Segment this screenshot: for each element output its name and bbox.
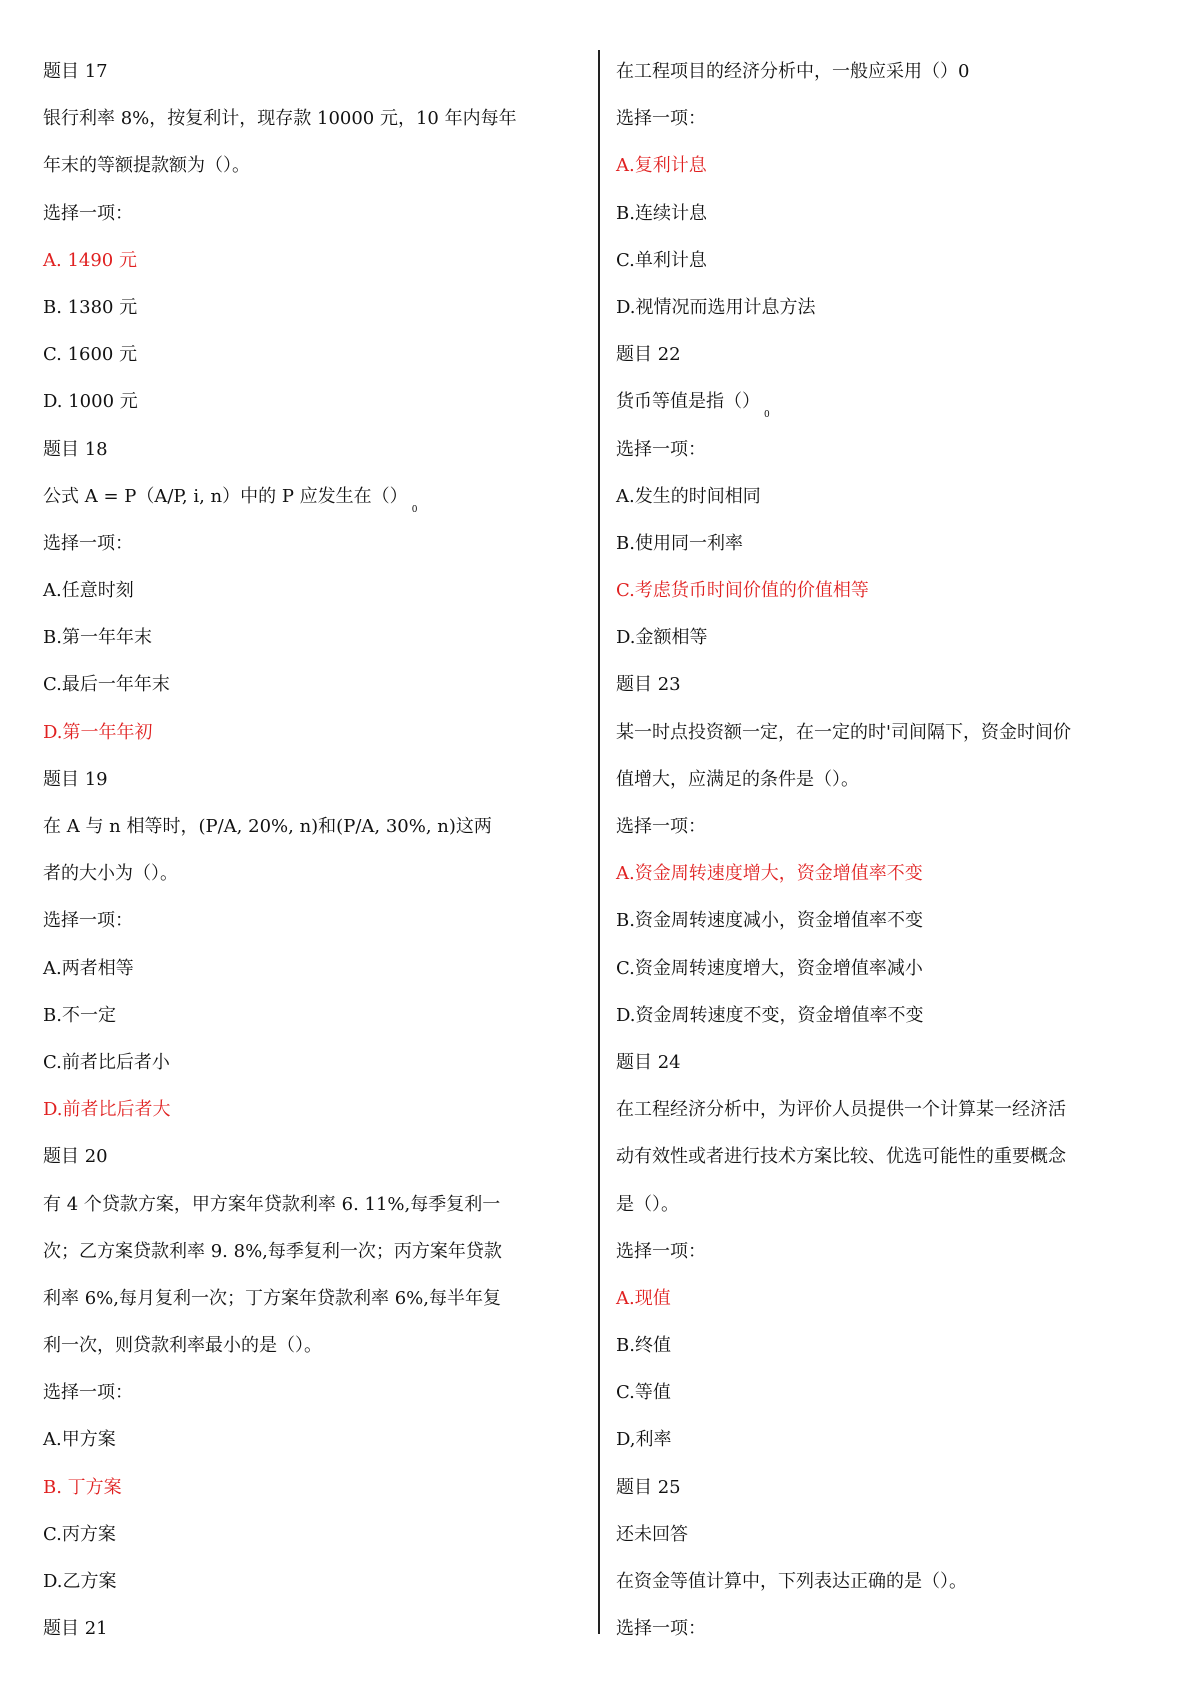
line-text: 是（）。 <box>616 1193 679 1215</box>
question-number <box>43 1605 583 1652</box>
line-text: 公式 A = P（A/P, i, n）中的 P 应发生在（） <box>43 485 408 507</box>
question-number <box>616 661 1136 708</box>
question-text <box>616 756 1136 803</box>
line-text: D.第一年年初 <box>43 721 153 743</box>
question-text <box>43 95 583 142</box>
question-number <box>616 1039 1136 1086</box>
answer-option <box>616 897 1136 944</box>
answer-option <box>43 331 583 378</box>
line-text: 利率 6%,每月复利一次；丁方案年贷款利率 6%,每半年复 <box>43 1287 501 1309</box>
answer-status <box>616 1511 1136 1558</box>
line-text: 货币等值是指（） <box>616 391 760 413</box>
line-text: C.单利计息 <box>616 249 707 271</box>
answer-option-correct <box>616 850 1136 897</box>
answer-option <box>43 992 583 1039</box>
answer-option-correct <box>616 567 1136 614</box>
question-text <box>616 378 1136 425</box>
line-text: B. 1380 元 <box>43 296 138 318</box>
line-text: D.乙方案 <box>43 1571 117 1592</box>
line-text: C. 1600 元 <box>43 344 138 366</box>
line-text: 者的大小为（）。 <box>43 863 178 885</box>
right-column <box>616 48 1136 1652</box>
answer-option <box>43 284 583 331</box>
question-text <box>43 803 583 850</box>
line-text: C.资金周转速度增大，资金增值率减小 <box>616 957 923 979</box>
answer-option <box>616 473 1136 520</box>
choose-one-prompt <box>43 897 583 944</box>
line-text: C.考虑货币时间价值的价值相等 <box>616 580 869 602</box>
line-text: A.两者相等 <box>43 957 134 979</box>
line-text: 题目 17 <box>43 61 108 82</box>
question-text <box>43 473 583 520</box>
line-text: C.前者比后者小 <box>43 1051 170 1073</box>
line-text: 题目 25 <box>616 1476 681 1498</box>
line-text: B.资金周转速度减小，资金增值率不变 <box>616 910 923 932</box>
line-text: C.等值 <box>616 1382 671 1404</box>
question-text <box>43 1181 583 1228</box>
line-text: 利一次，则贷款利率最小的是（）。 <box>43 1335 322 1357</box>
answer-option <box>616 992 1136 1039</box>
line-text: A.任意时刻 <box>43 580 134 602</box>
question-text <box>43 1322 583 1369</box>
answer-option <box>43 1039 583 1086</box>
choose-one-prompt <box>616 1228 1136 1275</box>
question-text <box>43 142 583 189</box>
choose-one-prompt <box>43 520 583 567</box>
line-text: 选择一项： <box>616 438 706 460</box>
line-text: D,利率 <box>616 1429 672 1451</box>
line-text: C.最后一年年末 <box>43 674 170 696</box>
question-text <box>43 850 583 897</box>
line-text: B.终值 <box>616 1335 671 1357</box>
question-number <box>43 48 583 95</box>
line-text: 银行利率 8%，按复利计，现存款 10000 元，10 年内每年 <box>43 108 517 130</box>
question-text <box>616 1181 1136 1228</box>
line-text: D.视情况而选用计息方法 <box>616 296 816 318</box>
answer-option-correct <box>43 1086 583 1133</box>
answer-option-correct <box>616 1275 1136 1322</box>
question-number <box>43 756 583 803</box>
line-text: 选择一项： <box>616 108 706 130</box>
line-text: 某一时点投资额一定，在一定的时'司间隔下，资金时间价 <box>616 721 1071 743</box>
line-text: A.复利计息 <box>616 155 707 177</box>
answer-option-correct <box>43 237 583 284</box>
question-text <box>616 1558 1136 1605</box>
line-text: 还未回答 <box>616 1523 688 1545</box>
answer-option <box>616 237 1136 284</box>
line-text: 动有效性或者进行技术方案比较、优选可能性的重要概念 <box>616 1146 1066 1168</box>
line-text: B.第一年年末 <box>43 627 152 649</box>
line-text: 在资金等值计算中，下列表达正确的是（）。 <box>616 1571 967 1592</box>
line-text: 选择一项： <box>616 1618 706 1640</box>
choose-one-prompt <box>616 426 1136 473</box>
question-text <box>43 1275 583 1322</box>
question-text <box>616 1086 1136 1133</box>
question-number <box>616 331 1136 378</box>
column-divider <box>598 50 600 1634</box>
line-text: D.资金周转速度不变，资金增值率不变 <box>616 1004 924 1026</box>
answer-option <box>616 945 1136 992</box>
answer-option-correct <box>43 709 583 756</box>
answer-option <box>616 1416 1136 1463</box>
line-text: D.金额相等 <box>616 627 708 649</box>
line-text: 题目 19 <box>43 768 108 790</box>
line-text: B.连续计息 <box>616 202 707 224</box>
line-text: 选择一项： <box>43 1382 133 1404</box>
answer-option <box>616 284 1136 331</box>
line-text: 题目 21 <box>43 1618 108 1640</box>
line-text: 有 4 个贷款方案，甲方案年贷款利率 6. 11%,每季复利一 <box>43 1193 501 1215</box>
line-text: D.前者比后者大 <box>43 1099 171 1121</box>
line-text: 题目 18 <box>43 438 108 460</box>
answer-option-correct <box>43 1464 583 1511</box>
choose-one-prompt <box>616 95 1136 142</box>
line-text: 在工程项目的经济分析中，一般应采用（）0 <box>616 61 970 82</box>
line-text: 题目 22 <box>616 344 681 366</box>
question-text <box>43 1228 583 1275</box>
line-text: B.不一定 <box>43 1004 116 1026</box>
line-text: A. 1490 元 <box>43 249 137 271</box>
line-text: A.发生的时间相同 <box>616 485 761 507</box>
line-text: 在工程经济分析中，为评价人员提供一个计算某一经济活 <box>616 1099 1066 1121</box>
answer-option <box>43 661 583 708</box>
answer-option <box>616 190 1136 237</box>
answer-option <box>43 1558 583 1605</box>
line-text: 题目 24 <box>616 1051 681 1073</box>
choose-one-prompt <box>43 190 583 237</box>
question-number <box>43 1133 583 1180</box>
line-text: 年末的等额提款额为（）。 <box>43 155 250 177</box>
line-text: B. 丁方案 <box>43 1476 122 1498</box>
line-text: 选择一项： <box>616 816 706 837</box>
line-text: C.丙方案 <box>43 1523 116 1545</box>
line-text: 选择一项： <box>43 202 133 224</box>
line-text: 选择一项： <box>43 532 133 554</box>
line-text: D. 1000 元 <box>43 391 138 413</box>
line-text: 值增大，应满足的条件是（）。 <box>616 768 859 790</box>
answer-option <box>43 1416 583 1463</box>
answer-option <box>616 614 1136 661</box>
answer-option <box>43 614 583 661</box>
question-text <box>616 1133 1136 1180</box>
line-text: 在 A 与 n 相等时，(P/A, 20%, n)和(P/A, 30%, n)这两 <box>43 816 492 837</box>
question-text <box>616 709 1136 756</box>
subscript-mark: 0 <box>411 504 418 515</box>
answer-option <box>43 945 583 992</box>
question-number <box>616 1464 1136 1511</box>
line-text: A.资金周转速度增大，资金增值率不变 <box>616 863 923 885</box>
choose-one-prompt <box>616 803 1136 850</box>
left-column <box>43 48 583 1652</box>
answer-option-correct <box>616 142 1136 189</box>
line-text: 选择一项： <box>616 1240 706 1262</box>
choose-one-prompt <box>43 1369 583 1416</box>
answer-option <box>616 1322 1136 1369</box>
answer-option <box>43 378 583 425</box>
question-number <box>43 426 583 473</box>
line-text: A.现值 <box>616 1287 671 1309</box>
subscript-mark: 0 <box>764 410 770 421</box>
line-text: 题目 23 <box>616 674 681 696</box>
question-text <box>616 48 1136 95</box>
choose-one-prompt <box>616 1605 1136 1652</box>
answer-option <box>616 1369 1136 1416</box>
line-text: A.甲方案 <box>43 1429 116 1451</box>
line-text: 次；乙方案贷款利率 9. 8%,每季复利一次；丙方案年贷款 <box>43 1240 502 1262</box>
line-text: 题目 20 <box>43 1146 108 1168</box>
answer-option <box>43 567 583 614</box>
answer-option <box>43 1511 583 1558</box>
line-text: B.使用同一利率 <box>616 532 743 554</box>
answer-option <box>616 520 1136 567</box>
line-text: 选择一项： <box>43 910 133 932</box>
